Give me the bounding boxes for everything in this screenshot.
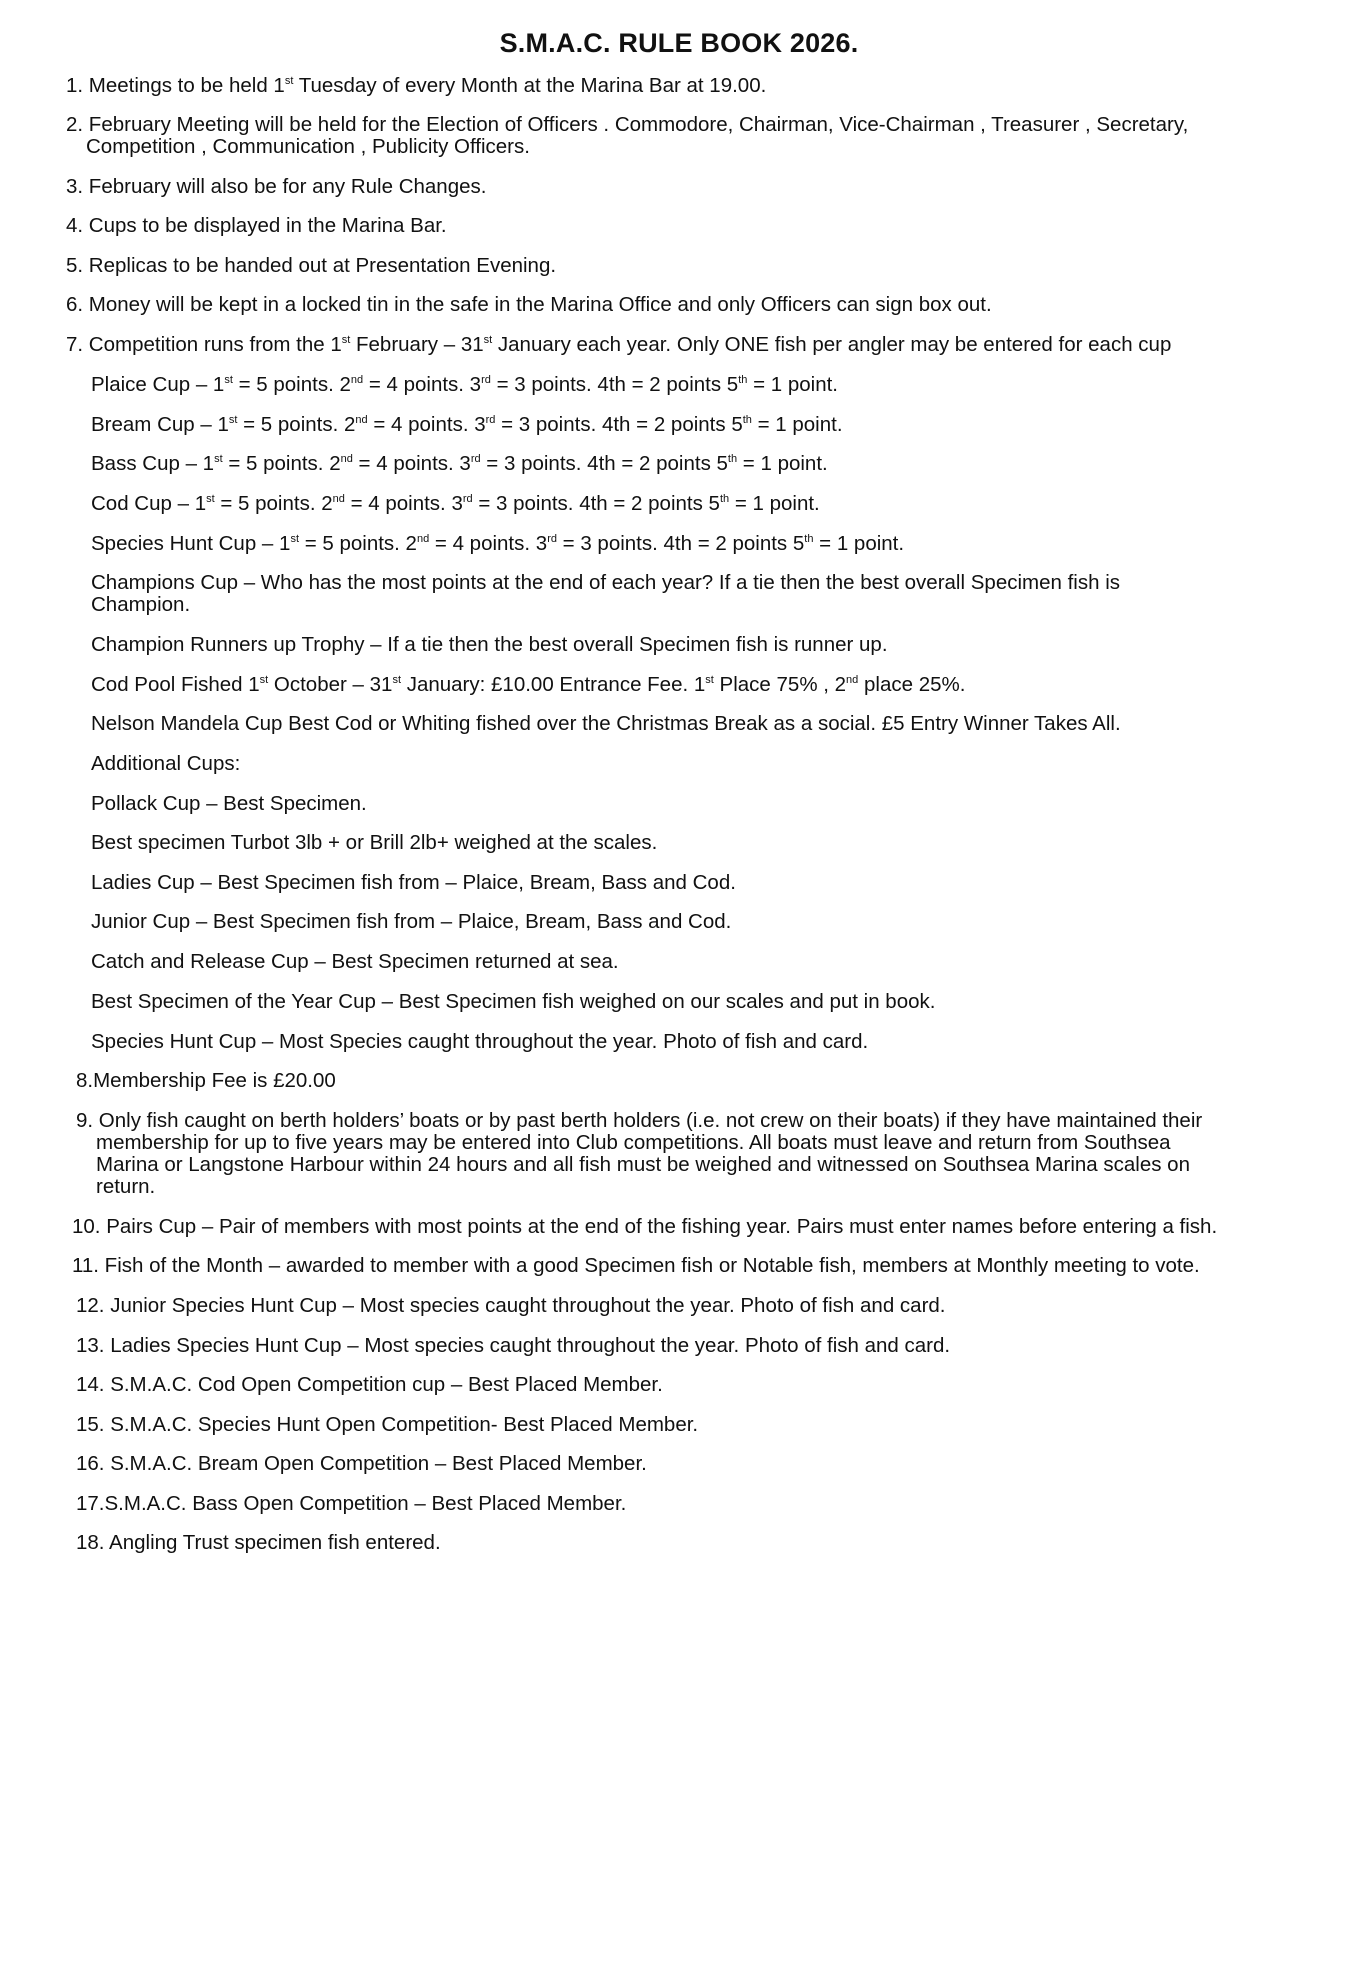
rule-line xyxy=(91,790,367,818)
rule-text: Plaice Cup – 1 xyxy=(91,373,225,396)
rule-text: 15. S.M.A.C. Species Hunt Open Competition- Best Placed Member. xyxy=(76,1413,699,1436)
rule-text: Place 75% , 2 xyxy=(713,673,847,696)
rule-line xyxy=(91,710,1121,738)
ordinal-suffix: th xyxy=(727,453,738,466)
rule-text: 1. Meetings to be held 1 xyxy=(66,74,285,97)
rule-text: February – 31 xyxy=(350,333,484,356)
rule-line xyxy=(91,948,619,976)
rule-line xyxy=(91,591,190,619)
rule-text: Catch and Release Cup – Best Specimen returned at sea. xyxy=(91,950,619,973)
ordinal-suffix: st xyxy=(392,674,401,687)
rule-line xyxy=(91,750,240,778)
rule-text: 6. Money will be kept in a locked tin in the safe in the Marina Office and only Officers can sign box out. xyxy=(66,293,992,316)
rule-text: Champion. xyxy=(91,593,191,616)
rule-text: 12. Junior Species Hunt Cup – Most species caught throughout the year. Photo of fish and card. xyxy=(76,1294,946,1317)
rule-line xyxy=(91,671,965,699)
rule-text: Competition , Communication , Publicity Officers. xyxy=(86,135,530,158)
ordinal-suffix: th xyxy=(719,493,730,506)
ordinal-suffix: nd xyxy=(350,374,364,387)
ordinal-suffix: rd xyxy=(481,374,491,387)
ordinal-suffix: rd xyxy=(547,533,557,546)
ordinal-suffix: th xyxy=(738,374,748,387)
rule-text: = 4 points. 3 xyxy=(429,532,548,555)
rule-line xyxy=(91,450,828,478)
rule-line xyxy=(66,212,447,240)
rule-line xyxy=(76,1490,626,1518)
rule-text: = 5 points. 2 xyxy=(299,532,417,555)
rule-text: 13. Ladies Species Hunt Cup – Most species caught throughout the year. Photo of fish and card. xyxy=(76,1334,951,1357)
rule-line xyxy=(91,1028,868,1056)
rule-line xyxy=(76,1332,950,1360)
rule-text: Ladies Cup – Best Specimen fish from – Plaice, Bream, Bass and Cod. xyxy=(91,871,736,894)
rule-text: = 5 points. 2 xyxy=(232,373,351,396)
rule-line xyxy=(91,869,736,897)
rule-text: = 1 point. xyxy=(747,373,838,396)
ordinal-suffix: nd xyxy=(355,414,368,427)
rule-text: = 5 points. 2 xyxy=(222,452,341,475)
ordinal-suffix: st xyxy=(290,533,299,546)
ordinal-suffix: rd xyxy=(470,453,481,466)
rule-text: = 5 points. 2 xyxy=(214,492,333,515)
rule-line xyxy=(76,1371,663,1399)
rule-text: 11. Fish of the Month – awarded to member with a good Specimen fish or Notable fish, members at Monthly meeting to vote. xyxy=(72,1254,1200,1277)
rule-text: Species Hunt Cup – 1 xyxy=(91,532,291,555)
rule-text: Champion Runners up Trophy – If a tie then the best overall Specimen fish is runner up. xyxy=(91,633,888,656)
rule-line xyxy=(91,569,1120,597)
rule-line xyxy=(76,1529,441,1557)
rule-text: January each year. Only ONE fish per angler may be entered for each cup xyxy=(492,333,1172,356)
rule-line xyxy=(96,1151,1190,1179)
rule-text: = 3 points. 4th = 2 points 5 xyxy=(480,452,728,475)
rule-line xyxy=(91,631,888,659)
ordinal-suffix: st xyxy=(341,334,351,347)
ordinal-suffix: rd xyxy=(485,414,496,427)
rule-text: = 3 points. 4th = 2 points 5 xyxy=(495,413,743,436)
rule-line xyxy=(91,411,843,439)
rule-text: = 4 points. 3 xyxy=(363,373,482,396)
rule-text: 9. Only fish caught on berth holders’ boats or by past berth holders (i.e. not crew on their boats) if they have maintained their xyxy=(76,1109,1203,1132)
rule-text: return. xyxy=(96,1175,156,1198)
rule-text: Nelson Mandela Cup Best Cod or Whiting fished over the Christmas Break as a social. £5 Entry Winner Takes All. xyxy=(91,712,1121,735)
rule-line xyxy=(76,1411,698,1439)
rule-text: = 4 points. 3 xyxy=(344,492,463,515)
rule-line xyxy=(91,829,657,857)
rule-text: = 4 points. 3 xyxy=(367,413,486,436)
rule-text: 3. February will also be for any Rule Changes. xyxy=(66,175,487,198)
rule-text: Species Hunt Cup – Most Species caught throughout the year. Photo of fish and card. xyxy=(91,1030,869,1053)
document-title: S.M.A.C. RULE BOOK 2026. xyxy=(499,28,859,58)
rule-text: Bream Cup – 1 xyxy=(91,413,229,436)
rule-text: = 5 points. 2 xyxy=(237,413,356,436)
rule-text: Cod Cup – 1 xyxy=(91,492,207,515)
rule-text: Cod Pool Fished 1 xyxy=(91,673,260,696)
rule-text: 14. S.M.A.C. Cod Open Competition cup – Best Placed Member. xyxy=(76,1373,663,1396)
rule-text: = 1 point. xyxy=(751,413,843,436)
ordinal-suffix: st xyxy=(284,75,294,88)
ordinal-suffix: rd xyxy=(462,493,473,506)
ordinal-suffix: nd xyxy=(332,493,345,506)
rule-text: Bass Cup – 1 xyxy=(91,452,215,475)
ordinal-suffix: st xyxy=(228,414,238,427)
ordinal-suffix: st xyxy=(224,374,233,387)
rule-line xyxy=(91,371,838,399)
rule-text: 18. Angling Trust specimen fish entered. xyxy=(76,1531,441,1554)
rule-text: Pollack Cup – Best Specimen. xyxy=(91,792,367,815)
rule-text: 10. Pairs Cup – Pair of members with most points at the end of the fishing year. Pairs must enter names before entering a fish. xyxy=(72,1215,1218,1238)
rule-text: 5. Replicas to be handed out at Presentation Evening. xyxy=(66,254,557,277)
ordinal-suffix: th xyxy=(804,533,814,546)
rule-text: = 1 point. xyxy=(813,532,905,555)
rule-text: Tuesday of every Month at the Marina Bar at 19.00. xyxy=(293,74,767,97)
rule-text: membership for up to five years may be entered into Club competitions. All boats must leave and return from Southsea xyxy=(96,1131,1171,1154)
rule-text: 2. February Meeting will be held for the Election of Officers . Commodore, Chairman, Vice-Chairman , Treasurer , Secretary, xyxy=(66,113,1189,136)
ordinal-suffix: st xyxy=(206,493,215,506)
ordinal-suffix: st xyxy=(214,453,223,466)
ordinal-suffix: nd xyxy=(340,453,353,466)
ordinal-suffix: nd xyxy=(846,674,859,687)
rule-line xyxy=(91,988,935,1016)
rule-text: = 3 points. 4th = 2 points 5 xyxy=(556,532,805,555)
rule-text: Marina or Langstone Harbour within 24 hours and all fish must be weighed and witnessed on Southsea Marina scales on xyxy=(96,1153,1190,1176)
rule-text: = 1 point. xyxy=(729,492,820,515)
rule-line xyxy=(76,1292,946,1320)
ordinal-suffix: st xyxy=(259,674,269,687)
rule-text: January: £10.00 Entrance Fee. 1 xyxy=(401,673,706,696)
rule-text: = 3 points. 4th = 2 points 5 xyxy=(490,373,739,396)
rule-line xyxy=(66,173,486,201)
rule-line xyxy=(76,1067,336,1095)
rule-line xyxy=(66,291,992,319)
rule-line xyxy=(66,72,766,100)
rule-line xyxy=(91,908,731,936)
rule-text: = 1 point. xyxy=(737,452,828,475)
rule-line xyxy=(76,1450,647,1478)
rule-text: Best Specimen of the Year Cup – Best Specimen fish weighed on our scales and put in book. xyxy=(91,990,936,1013)
rule-line xyxy=(66,331,1171,359)
rule-text: Additional Cups: xyxy=(91,752,241,775)
rule-text: 7. Competition runs from the 1 xyxy=(66,333,342,356)
rule-text: Best specimen Turbot 3lb + or Brill 2lb+ weighed at the scales. xyxy=(91,831,658,854)
rule-line xyxy=(72,1252,1200,1280)
rule-line xyxy=(86,133,530,161)
rule-text: = 4 points. 3 xyxy=(352,452,471,475)
ordinal-suffix: st xyxy=(705,674,714,687)
rule-line xyxy=(72,1213,1217,1241)
rule-text: 17.S.M.A.C. Bass Open Competition – Best Placed Member. xyxy=(76,1492,627,1515)
rule-text: = 3 points. 4th = 2 points 5 xyxy=(472,492,720,515)
rule-text: Champions Cup – Who has the most points at the end of each year? If a tie then the best overall Specimen fish is xyxy=(91,571,1120,594)
rule-text: place 25%. xyxy=(858,673,966,696)
rule-line xyxy=(66,252,556,280)
ordinal-suffix: th xyxy=(742,414,752,427)
rule-text: 4. Cups to be displayed in the Marina Bar. xyxy=(66,214,447,237)
rule-line xyxy=(91,530,904,558)
rule-line xyxy=(96,1173,155,1201)
ordinal-suffix: nd xyxy=(416,533,430,546)
rule-text: 8.Membership Fee is £20.00 xyxy=(76,1069,336,1092)
rule-line xyxy=(91,490,820,518)
ordinal-suffix: st xyxy=(483,334,493,347)
rule-text: October – 31 xyxy=(268,673,393,696)
rule-text: Junior Cup – Best Specimen fish from – Plaice, Bream, Bass and Cod. xyxy=(91,910,732,933)
rule-text: 16. S.M.A.C. Bream Open Competition – Best Placed Member. xyxy=(76,1452,647,1475)
